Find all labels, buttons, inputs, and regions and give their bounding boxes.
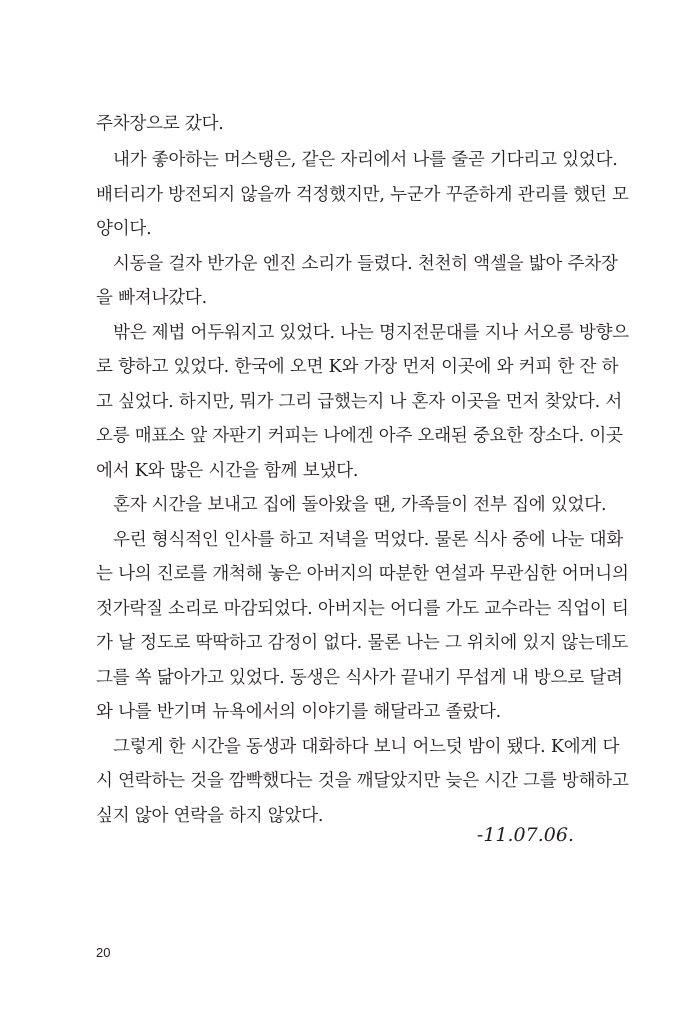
text-line-19: 그렇게 한 시간을 동생과 대화하다 보니 어느덧 밤이 됐다. K에게 다 [113, 737, 620, 757]
text-line-8: 로 향하고 있었다. 한국에 오면 K와 가장 먼저 이곳에 와 커피 한 잔 하 [96, 357, 619, 377]
text-line-17: 그를 쏙 닮아가고 있었다. 동생은 식사가 끝내기 무섭게 내 방으로 달려 [96, 668, 623, 688]
text-line-16: 가 날 정도로 딱딱하고 감정이 없다. 물론 나는 그 위치에 있지 않는데도 [96, 633, 629, 653]
text-line-15: 젓가락질 소리로 마감되었다. 아버지는 어디를 가도 교수라는 직업이 티 [96, 599, 629, 619]
text-line-5: 시동을 걸자 반가운 엔진 소리가 들렸다. 천천히 액셀을 밟아 주차장 [113, 254, 618, 274]
text-line-12: 혼자 시간을 보내고 집에 돌아왔을 땐, 가족들이 전부 집에 있었다. [113, 495, 607, 515]
text-line-14: 는 나의 진로를 개척해 놓은 아버지의 따분한 연설과 무관심한 어머니의 [96, 564, 629, 584]
text-line-1: 주차장으로 갔다. [96, 114, 224, 134]
text-line-4: 양이다. [96, 219, 152, 239]
text-line-11: 에서 K와 많은 시간을 함께 보냈다. [96, 461, 359, 481]
page-number: 20 [96, 945, 111, 960]
text-line-18: 와 나를 반기며 뉴욕에서의 이야기를 해달라고 졸랐다. [96, 702, 502, 722]
text-line-10: 오릉 매표소 앞 자판기 커피는 나에겐 아주 오래된 중요한 장소다. 이곳 [96, 426, 623, 446]
text-line-7: 밖은 제법 어두워지고 있었다. 나는 명지전문대를 지나 서오릉 방향으 [113, 323, 630, 343]
text-line-13: 우린 형식적인 인사를 하고 저녁을 먹었다. 물론 식사 중에 나눈 대화 [113, 530, 624, 550]
text-line-6: 을 빠져나갔다. [96, 288, 207, 308]
entry-date: -11.07.06. [476, 824, 574, 846]
text-line-21: 싶지 않아 연락을 하지 않았다. [96, 806, 324, 826]
text-line-9: 고 싶었다. 하지만, 뭐가 그리 급했는지 나 혼자 이곳을 먼저 찾았다. 서 [96, 392, 623, 412]
text-line-20: 시 연락하는 것을 깜빡했다는 것을 깨달았지만 늦은 시간 그를 방해하고 [96, 771, 629, 791]
text-line-2: 내가 좋아하는 머스탱은, 같은 자리에서 나를 줄곧 기다리고 있었다. [113, 150, 618, 170]
text-line-3: 배터리가 방전되지 않을까 걱정했지만, 누군가 꾸준하게 관리를 했던 모 [96, 185, 629, 205]
